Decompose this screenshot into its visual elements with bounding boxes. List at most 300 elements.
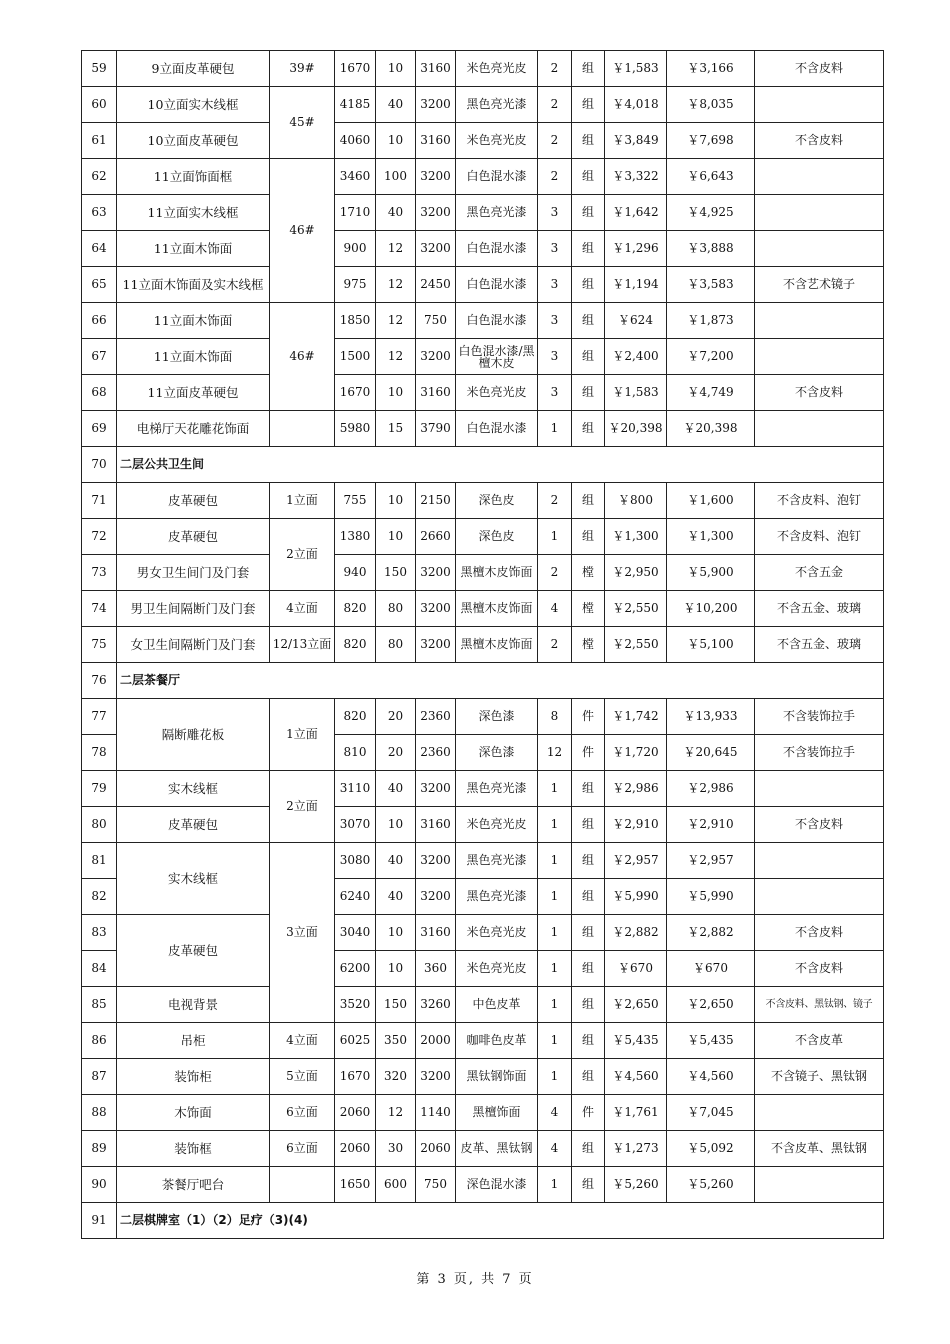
unit: 组 — [572, 771, 605, 807]
width: 10 — [376, 51, 416, 87]
height: 360 — [416, 951, 456, 987]
length: 3520 — [335, 987, 376, 1023]
width: 12 — [376, 303, 416, 339]
material: 深色漆 — [456, 735, 538, 771]
remark: 不含皮料 — [755, 915, 884, 951]
item-name: 隔断雕花板 — [117, 699, 270, 771]
length: 1380 — [335, 519, 376, 555]
quantity: 2 — [538, 123, 572, 159]
quantity: 1 — [538, 1023, 572, 1059]
unit: 组 — [572, 987, 605, 1023]
unit: 组 — [572, 807, 605, 843]
unit: 件 — [572, 699, 605, 735]
table-row — [82, 1023, 884, 1059]
quantity: 4 — [538, 1095, 572, 1131]
height: 750 — [416, 303, 456, 339]
table-row — [82, 771, 884, 807]
material: 黑色亮光漆 — [456, 843, 538, 879]
table-row — [82, 375, 884, 411]
remark — [755, 339, 884, 375]
quantity: 1 — [538, 843, 572, 879]
quantity: 1 — [538, 951, 572, 987]
total-price: ￥4,925 — [667, 195, 755, 231]
unit: 樘 — [572, 555, 605, 591]
row-number: 71 — [82, 483, 117, 519]
total-price: ￥1,300 — [667, 519, 755, 555]
quantity: 2 — [538, 51, 572, 87]
height: 3200 — [416, 339, 456, 375]
unit-price: ￥1,761 — [605, 1095, 667, 1131]
unit-price: ￥2,650 — [605, 987, 667, 1023]
unit: 组 — [572, 195, 605, 231]
unit: 组 — [572, 123, 605, 159]
item-name: 茶餐厅吧台 — [117, 1167, 270, 1203]
unit-price: ￥1,194 — [605, 267, 667, 303]
length: 4060 — [335, 123, 376, 159]
quantity: 1 — [538, 411, 572, 447]
total-price: ￥7,698 — [667, 123, 755, 159]
unit-price: ￥1,296 — [605, 231, 667, 267]
total-price: ￥1,600 — [667, 483, 755, 519]
section-title: 二层茶餐厅 — [117, 663, 884, 699]
width: 320 — [376, 1059, 416, 1095]
location: 4立面 — [270, 1023, 335, 1059]
width: 40 — [376, 771, 416, 807]
row-number: 90 — [82, 1167, 117, 1203]
total-price: ￥20,645 — [667, 735, 755, 771]
table-row — [82, 339, 884, 375]
location: 6立面 — [270, 1095, 335, 1131]
remark — [755, 843, 884, 879]
unit: 组 — [572, 1167, 605, 1203]
row-number: 86 — [82, 1023, 117, 1059]
quantity: 8 — [538, 699, 572, 735]
item-name: 吊柜 — [117, 1023, 270, 1059]
unit: 组 — [572, 879, 605, 915]
unit: 组 — [572, 1131, 605, 1167]
item-name: 皮革硬包 — [117, 519, 270, 555]
unit-price: ￥624 — [605, 303, 667, 339]
remark: 不含皮料、泡钉 — [755, 519, 884, 555]
length: 4185 — [335, 87, 376, 123]
location: 2立面 — [270, 771, 335, 843]
width: 10 — [376, 483, 416, 519]
row-number: 72 — [82, 519, 117, 555]
quantity: 12 — [538, 735, 572, 771]
width: 20 — [376, 735, 416, 771]
unit: 组 — [572, 267, 605, 303]
material: 皮革、黑钛钢 — [456, 1131, 538, 1167]
total-price: ￥7,045 — [667, 1095, 755, 1131]
length: 3070 — [335, 807, 376, 843]
length: 820 — [335, 699, 376, 735]
material: 黑色亮光漆 — [456, 879, 538, 915]
length: 5980 — [335, 411, 376, 447]
width: 600 — [376, 1167, 416, 1203]
location: 1立面 — [270, 483, 335, 519]
material: 黑色亮光漆 — [456, 771, 538, 807]
unit-price: ￥2,957 — [605, 843, 667, 879]
width: 10 — [376, 519, 416, 555]
remark — [755, 303, 884, 339]
unit: 组 — [572, 159, 605, 195]
quantity: 2 — [538, 627, 572, 663]
quotation-table — [81, 50, 884, 1239]
material: 黑檀木皮饰面 — [456, 555, 538, 591]
unit: 组 — [572, 339, 605, 375]
total-price: ￥2,650 — [667, 987, 755, 1023]
row-number: 69 — [82, 411, 117, 447]
width: 350 — [376, 1023, 416, 1059]
length: 3460 — [335, 159, 376, 195]
remark — [755, 771, 884, 807]
unit: 组 — [572, 1059, 605, 1095]
table-row — [82, 1131, 884, 1167]
row-number: 63 — [82, 195, 117, 231]
unit: 组 — [572, 87, 605, 123]
page-footer: 第 3 页, 共 7 页 — [416, 1272, 534, 1287]
unit-price: ￥1,583 — [605, 375, 667, 411]
length: 810 — [335, 735, 376, 771]
height: 3200 — [416, 627, 456, 663]
height: 3200 — [416, 195, 456, 231]
row-number: 77 — [82, 699, 117, 735]
width: 40 — [376, 195, 416, 231]
quantity: 1 — [538, 987, 572, 1023]
row-number: 89 — [82, 1131, 117, 1167]
row-number: 59 — [82, 51, 117, 87]
length: 6025 — [335, 1023, 376, 1059]
item-name: 10立面皮革硬包 — [117, 123, 270, 159]
remark: 不含皮革 — [755, 1023, 884, 1059]
item-name: 皮革硬包 — [117, 915, 270, 987]
row-number: 91 — [82, 1203, 117, 1239]
location: 2立面 — [270, 519, 335, 591]
length: 820 — [335, 591, 376, 627]
material: 米色亮光皮 — [456, 51, 538, 87]
remark: 不含五金、玻璃 — [755, 591, 884, 627]
row-number: 84 — [82, 951, 117, 987]
table-row — [82, 483, 884, 519]
row-number: 73 — [82, 555, 117, 591]
remark: 不含皮料、泡钉 — [755, 483, 884, 519]
item-name: 11立面木饰面 — [117, 303, 270, 339]
material: 中色皮革 — [456, 987, 538, 1023]
unit-price: ￥5,260 — [605, 1167, 667, 1203]
material: 白色混水漆 — [456, 231, 538, 267]
material: 米色亮光皮 — [456, 123, 538, 159]
row-number: 85 — [82, 987, 117, 1023]
material: 深色混水漆 — [456, 1167, 538, 1203]
row-number: 81 — [82, 843, 117, 879]
row-number: 60 — [82, 87, 117, 123]
remark: 不含皮料 — [755, 375, 884, 411]
remark — [755, 159, 884, 195]
unit: 组 — [572, 915, 605, 951]
height: 3160 — [416, 51, 456, 87]
quantity: 3 — [538, 267, 572, 303]
row-number: 83 — [82, 915, 117, 951]
location: 3立面 — [270, 843, 335, 1023]
height: 2360 — [416, 735, 456, 771]
height: 3790 — [416, 411, 456, 447]
height: 1140 — [416, 1095, 456, 1131]
material: 米色亮光皮 — [456, 915, 538, 951]
quantity: 2 — [538, 159, 572, 195]
table-row — [82, 519, 884, 555]
quantity: 4 — [538, 591, 572, 627]
height: 2360 — [416, 699, 456, 735]
location: 5立面 — [270, 1059, 335, 1095]
total-price: ￥2,986 — [667, 771, 755, 807]
height: 2660 — [416, 519, 456, 555]
table-row — [82, 555, 884, 591]
table-row — [82, 123, 884, 159]
length: 940 — [335, 555, 376, 591]
item-name: 装饰柜 — [117, 1059, 270, 1095]
material: 黑檀饰面 — [456, 1095, 538, 1131]
section-row — [82, 447, 884, 483]
quantity: 1 — [538, 879, 572, 915]
height: 2060 — [416, 1131, 456, 1167]
total-price: ￥3,166 — [667, 51, 755, 87]
row-number: 76 — [82, 663, 117, 699]
remark: 不含皮料 — [755, 123, 884, 159]
quantity: 4 — [538, 1131, 572, 1167]
item-name: 11立面饰面框 — [117, 159, 270, 195]
row-number: 75 — [82, 627, 117, 663]
row-number: 65 — [82, 267, 117, 303]
length: 1710 — [335, 195, 376, 231]
unit-price: ￥3,849 — [605, 123, 667, 159]
length: 2060 — [335, 1131, 376, 1167]
row-number: 82 — [82, 879, 117, 915]
unit-price: ￥800 — [605, 483, 667, 519]
table-row — [82, 87, 884, 123]
item-name: 女卫生间隔断门及门套 — [117, 627, 270, 663]
material: 白色混水漆/黑檀木皮 — [456, 339, 538, 375]
remark — [755, 879, 884, 915]
unit: 组 — [572, 951, 605, 987]
quantity: 3 — [538, 231, 572, 267]
total-price: ￥5,990 — [667, 879, 755, 915]
material: 深色漆 — [456, 699, 538, 735]
remark — [755, 231, 884, 267]
quantity: 1 — [538, 519, 572, 555]
item-name: 实木线框 — [117, 771, 270, 807]
total-price: ￥6,643 — [667, 159, 755, 195]
quantity: 1 — [538, 807, 572, 843]
unit-price: ￥3,322 — [605, 159, 667, 195]
remark: 不含五金、玻璃 — [755, 627, 884, 663]
unit-price: ￥1,720 — [605, 735, 667, 771]
quantity: 2 — [538, 555, 572, 591]
quotation-table-page — [81, 50, 883, 1239]
item-name: 男卫生间隔断门及门套 — [117, 591, 270, 627]
table-row — [82, 267, 884, 303]
unit: 组 — [572, 231, 605, 267]
table-row — [82, 51, 884, 87]
width: 40 — [376, 879, 416, 915]
total-price: ￥2,910 — [667, 807, 755, 843]
total-price: ￥670 — [667, 951, 755, 987]
table-row — [82, 915, 884, 951]
quantity: 1 — [538, 915, 572, 951]
table-row — [82, 987, 884, 1023]
section-title: 二层公共卫生间 — [117, 447, 884, 483]
width: 12 — [376, 267, 416, 303]
width: 80 — [376, 591, 416, 627]
remark — [755, 411, 884, 447]
remark — [755, 1167, 884, 1203]
length: 975 — [335, 267, 376, 303]
length: 1670 — [335, 51, 376, 87]
height: 3200 — [416, 231, 456, 267]
unit: 组 — [572, 303, 605, 339]
item-name: 11立面实木线框 — [117, 195, 270, 231]
unit: 组 — [572, 411, 605, 447]
unit-price: ￥2,986 — [605, 771, 667, 807]
item-name: 装饰框 — [117, 1131, 270, 1167]
item-name: 木饰面 — [117, 1095, 270, 1131]
length: 3110 — [335, 771, 376, 807]
remark: 不含艺术镜子 — [755, 267, 884, 303]
material: 米色亮光皮 — [456, 375, 538, 411]
material: 深色皮 — [456, 519, 538, 555]
item-name: 电梯厅天花雕花饰面 — [117, 411, 270, 447]
unit-price: ￥1,583 — [605, 51, 667, 87]
quantity: 1 — [538, 1167, 572, 1203]
material: 白色混水漆 — [456, 411, 538, 447]
total-price: ￥8,035 — [667, 87, 755, 123]
length: 1670 — [335, 375, 376, 411]
table-row — [82, 627, 884, 663]
unit-price: ￥4,018 — [605, 87, 667, 123]
remark: 不含皮料 — [755, 951, 884, 987]
material: 深色皮 — [456, 483, 538, 519]
location: 12/13立面 — [270, 627, 335, 663]
quantity: 3 — [538, 339, 572, 375]
width: 20 — [376, 699, 416, 735]
height: 3160 — [416, 915, 456, 951]
total-price: ￥1,873 — [667, 303, 755, 339]
width: 10 — [376, 807, 416, 843]
row-number: 62 — [82, 159, 117, 195]
item-name: 皮革硬包 — [117, 483, 270, 519]
material: 咖啡色皮革 — [456, 1023, 538, 1059]
length: 2060 — [335, 1095, 376, 1131]
item-name: 男女卫生间门及门套 — [117, 555, 270, 591]
width: 12 — [376, 231, 416, 267]
unit: 组 — [572, 519, 605, 555]
total-price: ￥3,583 — [667, 267, 755, 303]
location — [270, 1167, 335, 1203]
length: 900 — [335, 231, 376, 267]
item-name: 10立面实木线框 — [117, 87, 270, 123]
height: 3160 — [416, 123, 456, 159]
table-row — [82, 195, 884, 231]
unit-price: ￥2,882 — [605, 915, 667, 951]
row-number: 88 — [82, 1095, 117, 1131]
location: 39# — [270, 51, 335, 87]
width: 10 — [376, 375, 416, 411]
total-price: ￥3,888 — [667, 231, 755, 267]
height: 2450 — [416, 267, 456, 303]
location: 6立面 — [270, 1131, 335, 1167]
height: 3200 — [416, 771, 456, 807]
material: 黑色亮光漆 — [456, 195, 538, 231]
height: 750 — [416, 1167, 456, 1203]
unit-price: ￥2,550 — [605, 591, 667, 627]
location: 46# — [270, 159, 335, 303]
location: 1立面 — [270, 699, 335, 771]
remark: 不含皮料、黑钛钢、镜子 — [755, 987, 884, 1023]
length: 6200 — [335, 951, 376, 987]
table-row — [82, 843, 884, 879]
height: 3200 — [416, 879, 456, 915]
remark — [755, 87, 884, 123]
height: 2000 — [416, 1023, 456, 1059]
height: 3160 — [416, 375, 456, 411]
total-price: ￥5,092 — [667, 1131, 755, 1167]
item-name: 11立面木饰面 — [117, 339, 270, 375]
unit-price: ￥2,400 — [605, 339, 667, 375]
material: 黑檀木皮饰面 — [456, 627, 538, 663]
location — [270, 411, 335, 447]
material: 白色混水漆 — [456, 159, 538, 195]
total-price: ￥4,749 — [667, 375, 755, 411]
remark: 不含装饰拉手 — [755, 699, 884, 735]
unit-price: ￥5,990 — [605, 879, 667, 915]
width: 10 — [376, 951, 416, 987]
material: 米色亮光皮 — [456, 951, 538, 987]
total-price: ￥10,200 — [667, 591, 755, 627]
height: 2150 — [416, 483, 456, 519]
length: 3040 — [335, 915, 376, 951]
table-row — [82, 1167, 884, 1203]
total-price: ￥5,260 — [667, 1167, 755, 1203]
length: 1500 — [335, 339, 376, 375]
width: 40 — [376, 843, 416, 879]
length: 6240 — [335, 879, 376, 915]
unit: 组 — [572, 1023, 605, 1059]
height: 3160 — [416, 807, 456, 843]
unit: 樘 — [572, 627, 605, 663]
width: 10 — [376, 123, 416, 159]
table-row — [82, 411, 884, 447]
width: 40 — [376, 87, 416, 123]
row-number: 80 — [82, 807, 117, 843]
unit-price: ￥1,642 — [605, 195, 667, 231]
item-name: 电视背景 — [117, 987, 270, 1023]
unit-price: ￥5,435 — [605, 1023, 667, 1059]
material: 黑檀木皮饰面 — [456, 591, 538, 627]
total-price: ￥5,900 — [667, 555, 755, 591]
length: 1850 — [335, 303, 376, 339]
item-name: 皮革硬包 — [117, 807, 270, 843]
height: 3200 — [416, 87, 456, 123]
row-number: 79 — [82, 771, 117, 807]
unit: 组 — [572, 843, 605, 879]
length: 820 — [335, 627, 376, 663]
unit-price: ￥1,742 — [605, 699, 667, 735]
remark: 不含镜子、黑钛钢 — [755, 1059, 884, 1095]
total-price: ￥7,200 — [667, 339, 755, 375]
total-price: ￥2,882 — [667, 915, 755, 951]
table-row — [82, 699, 884, 735]
height: 3260 — [416, 987, 456, 1023]
length: 1670 — [335, 1059, 376, 1095]
